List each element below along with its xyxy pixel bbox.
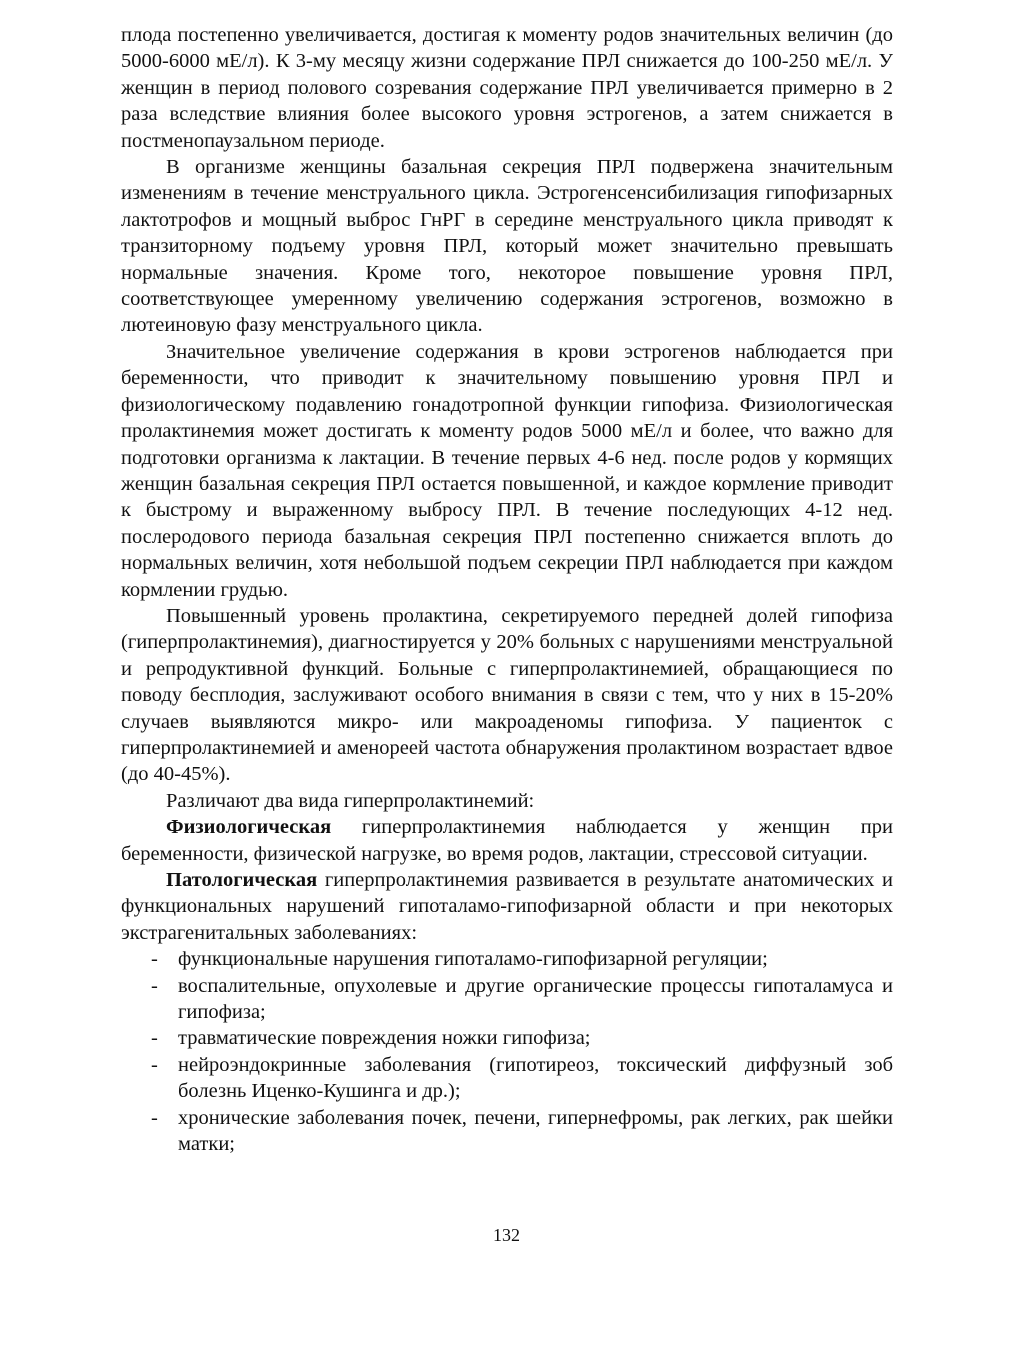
causes-list [121, 946, 893, 1157]
list-item-text: хронические заболевания почек, печени, гипернефромы, рак легких, рак шейки матки; [178, 1106, 893, 1156]
page-number: 132 [493, 1225, 520, 1245]
paragraph-2: В организме женщины базальная секреция ПРЛ подвержена значительным изменениям в течение менструального цикла. Эстрогенсенсибилизация гипофизарных лактотрофов и мощный выброс ГнРГ в середине менструального цикла приводят к транзиторному подъему уровня ПРЛ, который может значительно превышать нормальные значения. Кроме того, некоторое повышение уровня ПРЛ, соответствующее умеренному увеличению содержания эстрогенов, возможно в лютеиновую фазу менструального цикла. [121, 156, 893, 337]
paragraph-7-text: гиперпролактинемия развивается в результате анатомических и функциональных нарушений гипоталамо-гипофизарной области и при некоторых экстрагенитальных заболеваниях: [121, 869, 893, 944]
page-body [121, 22, 893, 1157]
paragraph-7 [121, 867, 893, 946]
list-item-text: воспалительные, опухолевые и другие органические процессы гипоталамуса и гипофиза; [178, 974, 893, 1024]
paragraph-5: Различают два вида гиперпролактинемий: [166, 789, 535, 812]
list-item [121, 946, 893, 972]
list-marker: - [151, 948, 158, 971]
list-item-text: нейроэндокринные заболевания (гипотиреоз, токсический диффузный зоб болезнь Иценко-Кушинга и др.); [178, 1053, 893, 1103]
list-marker: - [151, 1106, 158, 1129]
paragraph-1: плода постепенно увеличивается, достигая к моменту родов значительных величин (до 5000-6000 мЕ/л). К 3-му месяцу жизни содержание ПРЛ снижается до 100-250 мЕ/л. У женщин в период полового созревания содержание ПРЛ увеличивается примерно в 2 раза вследствие влияния более высокого уровня эстрогенов, а затем снижается в постменопаузальном периоде. [121, 24, 893, 152]
paragraph-6 [121, 814, 893, 867]
list-item [121, 1052, 893, 1105]
list-item-text: травматические повреждения ножки гипофиза; [178, 1027, 591, 1050]
paragraph-6-text: гиперпролактинемия наблюдается у женщин при беременности, физической нагрузке, во время родов, лактации, стрессовой ситуации. [121, 816, 893, 865]
term-physiological: Физиологическая [166, 816, 332, 839]
list-marker: - [151, 1053, 158, 1076]
term-pathological: Патологическая [166, 869, 318, 891]
list-item [121, 1025, 893, 1051]
list-item [121, 1105, 893, 1158]
list-item-text: функциональные нарушения гипоталамо-гипофизарной регуляции; [178, 948, 768, 971]
paragraph-3: Значительное увеличение содержания в крови эстрогенов наблюдается при беременности, что приводит к значительному повышению уровня ПРЛ и физиологическому подавлению гонадотропной функции гипофиза. Физиологическая пролактинемия может достигать к моменту родов 5000 мЕ/л и более, что важно для подготовки организма к лактации. В течение первых 4-6 нед. после родов у кормящих женщин базальная секреция ПРЛ остается повышенной, и каждое кормление приводит к быстрому и выраженному выбросу ПРЛ. В течение последующих 4-12 нед. послеродового периода базальная секреция ПРЛ постепенно снижается вплоть до нормальных величин, хотя небольшой подъем секреции ПРЛ наблюдается при каждом кормлении грудью. [121, 340, 893, 601]
list-marker: - [151, 1027, 158, 1050]
list-marker: - [151, 974, 158, 997]
list-item [121, 973, 893, 1026]
paragraph-4: Повышенный уровень пролактина, секретируемого передней долей гипофиза (гиперпролактинемия), диагностируется у 20% больных с нарушениями менструальной и репродуктивной функций. Больные с гиперпролактинемией, обращающиеся по поводу бесплодия, заслуживают особого внимания в связи с тем, что у них в 15-20% случаев выявляются микро- или макроаденомы гипофиза. У пациенток с гиперпролактинемией и аменореей частота обнаружения пролактином возрастает вдвое (до 40-45%). [121, 604, 893, 786]
